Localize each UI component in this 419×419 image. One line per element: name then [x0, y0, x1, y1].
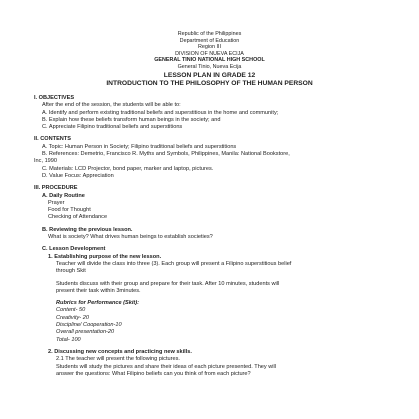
document-header — [0, 31, 419, 71]
routine-item: Food for Thought — [48, 207, 91, 214]
rubrics-heading: Rubrics for Performance (Skit): — [56, 300, 139, 307]
rubric-item: Creativity- 20 — [56, 314, 89, 321]
objective-item: C. Appreciate Filipino traditional beliefs and superstitions — [42, 124, 183, 131]
daily-routine-label: A. Daily Routine — [42, 192, 85, 199]
step2-label: 2. Discussing new concepts and practicing new skills. — [48, 348, 192, 355]
rubric-item: Overall presentation-20 — [56, 329, 115, 336]
step1-text: through Skit — [56, 268, 86, 275]
lesson-development-label: C. Lesson Development — [42, 246, 106, 253]
contents-topic: A. Topic: Human Person in Society; Filipino traditional beliefs and superstitions — [42, 143, 237, 150]
subject-title: INTRODUCTION TO THE PHILOSOPHY OF THE HUMAN PERSON — [106, 80, 313, 88]
step1-label: 1. Establishing purpose of the new lesson. — [48, 253, 162, 260]
review-label: B. Reviewing the previous lesson. — [42, 226, 133, 233]
step2-text: 2.1 The teacher will present the following pictures. — [56, 356, 180, 363]
contents-heading: II. CONTENTS — [34, 136, 71, 143]
contents-references: B. References: Demetrio, Francisco R. Myths and Symbols, Philippines, Manila: National Bookstore, — [42, 151, 290, 158]
lesson-plan-title: LESSON PLAN IN GRADE 12 — [163, 72, 256, 79]
rubric-item: Total- 100 — [56, 336, 81, 343]
step1-text: Students discuss with their group and prepare for their task. After 10 minutes, students will — [56, 280, 280, 287]
review-text: What is society? What drives human beings to establish societies? — [48, 234, 213, 241]
header-region: Region III — [197, 44, 222, 51]
header-republic: Republic of the Philippines — [177, 31, 242, 37]
objectives-intro: After the end of the session, the students will be able to: — [42, 102, 181, 109]
header-division: DIVISION OF NUEVA ECIJA — [175, 50, 244, 57]
document-title-block — [0, 72, 419, 89]
step1-text: present their task within 3minutes. — [56, 287, 141, 294]
step1-text: Teacher will divide the class into three (3). Each group will present a Filipino superstitious belief — [56, 260, 292, 267]
routine-item: Checking of Attendance — [48, 214, 108, 221]
routine-item: Prayer — [48, 199, 65, 206]
header-address: General Tinio, Nueva Ecija — [177, 63, 242, 70]
step2-text: Students will study the pictures and share their ideas of each picture presented. They will — [56, 363, 277, 370]
rubric-item: Content- 50 — [56, 307, 86, 314]
step2-text: answer the questions: What Filipino beliefs can you think of from each picture? — [56, 370, 251, 377]
contents-references-cont: Inc, 1990 — [34, 158, 58, 165]
objectives-heading: I. OBJECTIVES — [34, 95, 75, 101]
header-school-name: GENERAL TINIO NATIONAL HIGH SCHOOL — [154, 57, 265, 64]
objective-item: A. Identify and perform existing traditional beliefs and superstitious in the home and community; — [42, 109, 279, 116]
contents-value-focus: D. Value Focus: Appreciation — [42, 172, 114, 179]
procedure-heading: III. PROCEDURE — [34, 185, 78, 192]
contents-materials: C. Materials: LCD Projector, bond paper, marker and laptop, pictures. — [42, 165, 214, 172]
lesson-plan-body — [34, 95, 389, 378]
header-department: Department of Education — [179, 37, 240, 44]
rubric-item: Discipline/ Cooperation-10 — [56, 322, 122, 329]
objective-item: B. Explain how these beliefs transform human beings in the society; and — [42, 116, 221, 123]
